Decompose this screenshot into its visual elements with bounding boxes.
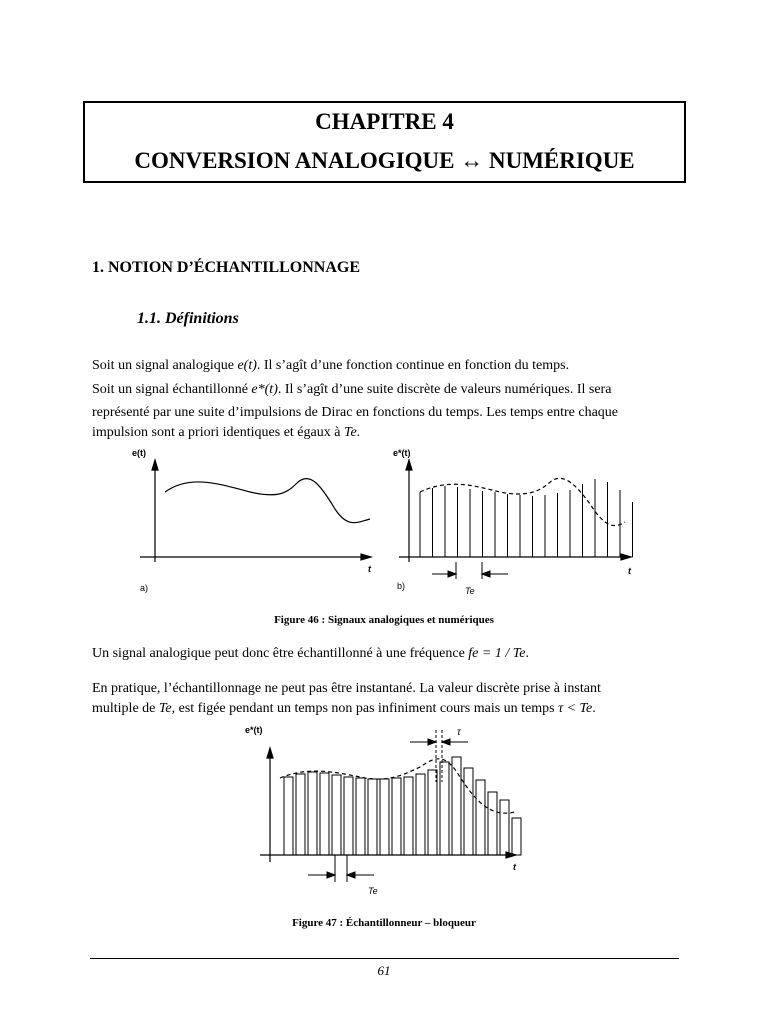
p3-text: Un signal analogique peut donc être échantillonné à une fréquence bbox=[92, 646, 469, 661]
hold-bar bbox=[356, 778, 365, 855]
hold-bar bbox=[428, 770, 437, 855]
subsection-heading: 1.1. Définitions bbox=[137, 310, 239, 327]
p3-math: fe = 1 / Te bbox=[468, 646, 526, 661]
hold-bar bbox=[320, 773, 329, 855]
hold-bar bbox=[452, 757, 461, 855]
fig47-xlabel: t bbox=[513, 862, 516, 872]
fig47-tau: τ bbox=[457, 727, 461, 738]
page-number: 61 bbox=[377, 963, 391, 978]
right-tag: b) bbox=[397, 581, 406, 591]
p1-text-b: . Il s’agît d’une fonction continue en fonction du temps. bbox=[256, 358, 570, 373]
hold-bar bbox=[332, 775, 341, 855]
left-x-arrow bbox=[361, 554, 371, 560]
p4-te: Te bbox=[158, 701, 172, 716]
paragraph-2: Soit un signal échantillonné e*(t). Il s’agît d’une suite discrète de valeurs numériques. Il sera représenté par une suite d’impulsions de Dirac en fonctions du temps. Les temps entre chaque impulsion sont a priori identiques et égaux à Te. bbox=[92, 380, 678, 443]
hold-bar bbox=[500, 800, 509, 855]
p2-text-a: Soit un signal échantillonné bbox=[92, 382, 252, 397]
fig47-envelope bbox=[280, 759, 515, 813]
hold-bar bbox=[368, 779, 377, 855]
left-y-arrow bbox=[152, 460, 158, 470]
hold-bar bbox=[440, 762, 449, 855]
p1-math: e(t) bbox=[237, 358, 257, 373]
p2-math: e*(t) bbox=[251, 382, 278, 397]
hold-bar bbox=[488, 792, 497, 855]
hold-bar bbox=[284, 777, 293, 855]
figure-47-caption: Figure 47 : Échantillonneur – bloqueur bbox=[292, 917, 476, 929]
p4-text-b: multiple de bbox=[92, 701, 159, 716]
p4-math: τ < Te bbox=[558, 701, 593, 716]
hold-bar bbox=[404, 777, 413, 855]
fig47-period: Te bbox=[368, 886, 378, 896]
chapter-title: CONVERSION ANALOGIQUE ↔ NUMÉRIQUE bbox=[134, 148, 635, 173]
footer-rule bbox=[90, 958, 679, 959]
hold-bar bbox=[380, 779, 389, 855]
left-xlabel: t bbox=[368, 564, 371, 574]
right-y-arrow bbox=[406, 460, 412, 470]
p4-text-a: En pratique, l’échantillonnage ne peut pas être instantané. La valeur discrète prise à instant bbox=[92, 681, 601, 696]
p2-te: Te bbox=[343, 425, 357, 440]
left-ylabel: e(t) bbox=[132, 448, 146, 458]
hold-bar bbox=[464, 768, 473, 855]
hold-bar bbox=[344, 777, 353, 855]
hold-bar bbox=[476, 780, 485, 855]
p1-text-a: Soit un signal analogique bbox=[92, 358, 238, 373]
right-period: Te bbox=[465, 586, 475, 596]
right-x-arrow bbox=[621, 554, 631, 560]
chapter-title-box bbox=[83, 101, 686, 183]
left-tag: a) bbox=[140, 583, 149, 593]
right-xlabel: t bbox=[628, 566, 631, 576]
paragraph-4: En pratique, l’échantillonnage ne peut pas être instantané. La valeur discrète prise à instant multiple de Te, est figée pendant un temps non pas infiniment cours mais un temps τ < Te. bbox=[92, 679, 678, 719]
hold-bar bbox=[392, 778, 401, 855]
p4-text-c: , est figée pendant un temps non pas infiniment cours mais un temps bbox=[171, 701, 559, 716]
paragraph-3: Un signal analogique peut donc être échantillonné à une fréquence fe = 1 / Te. bbox=[92, 646, 529, 661]
paragraph-1 bbox=[92, 356, 569, 376]
hold-bar bbox=[308, 772, 317, 855]
section-heading: 1. NOTION D’ÉCHANTILLONNAGE bbox=[92, 259, 361, 276]
p2-text-b: . Il s’agît d’une suite discrète de valeurs numériques. Il sera bbox=[277, 382, 612, 397]
p2-text-c: représenté par une suite d’impulsions de Dirac en fonctions du temps. Les temps entre chaque bbox=[92, 405, 619, 420]
sampled-envelope bbox=[420, 478, 625, 525]
figure-47 bbox=[240, 722, 530, 907]
hold-bar bbox=[416, 774, 425, 855]
hold-bar bbox=[296, 774, 305, 855]
sample-lines bbox=[420, 479, 640, 557]
hold-bars bbox=[284, 757, 521, 855]
analog-curve bbox=[165, 478, 370, 522]
right-ylabel: e*(t) bbox=[393, 448, 411, 458]
p2-text-d: impulsion sont a priori identiques et égaux à bbox=[92, 425, 344, 440]
fig47-ylabel: e*(t) bbox=[245, 725, 263, 735]
figure-46 bbox=[120, 444, 640, 604]
hold-bar bbox=[512, 818, 521, 855]
figure-46-caption: Figure 46 : Signaux analogiques et numériques bbox=[274, 614, 494, 626]
chapter-number: CHAPITRE 4 bbox=[315, 109, 454, 134]
fig47-y-arrow bbox=[267, 748, 273, 758]
